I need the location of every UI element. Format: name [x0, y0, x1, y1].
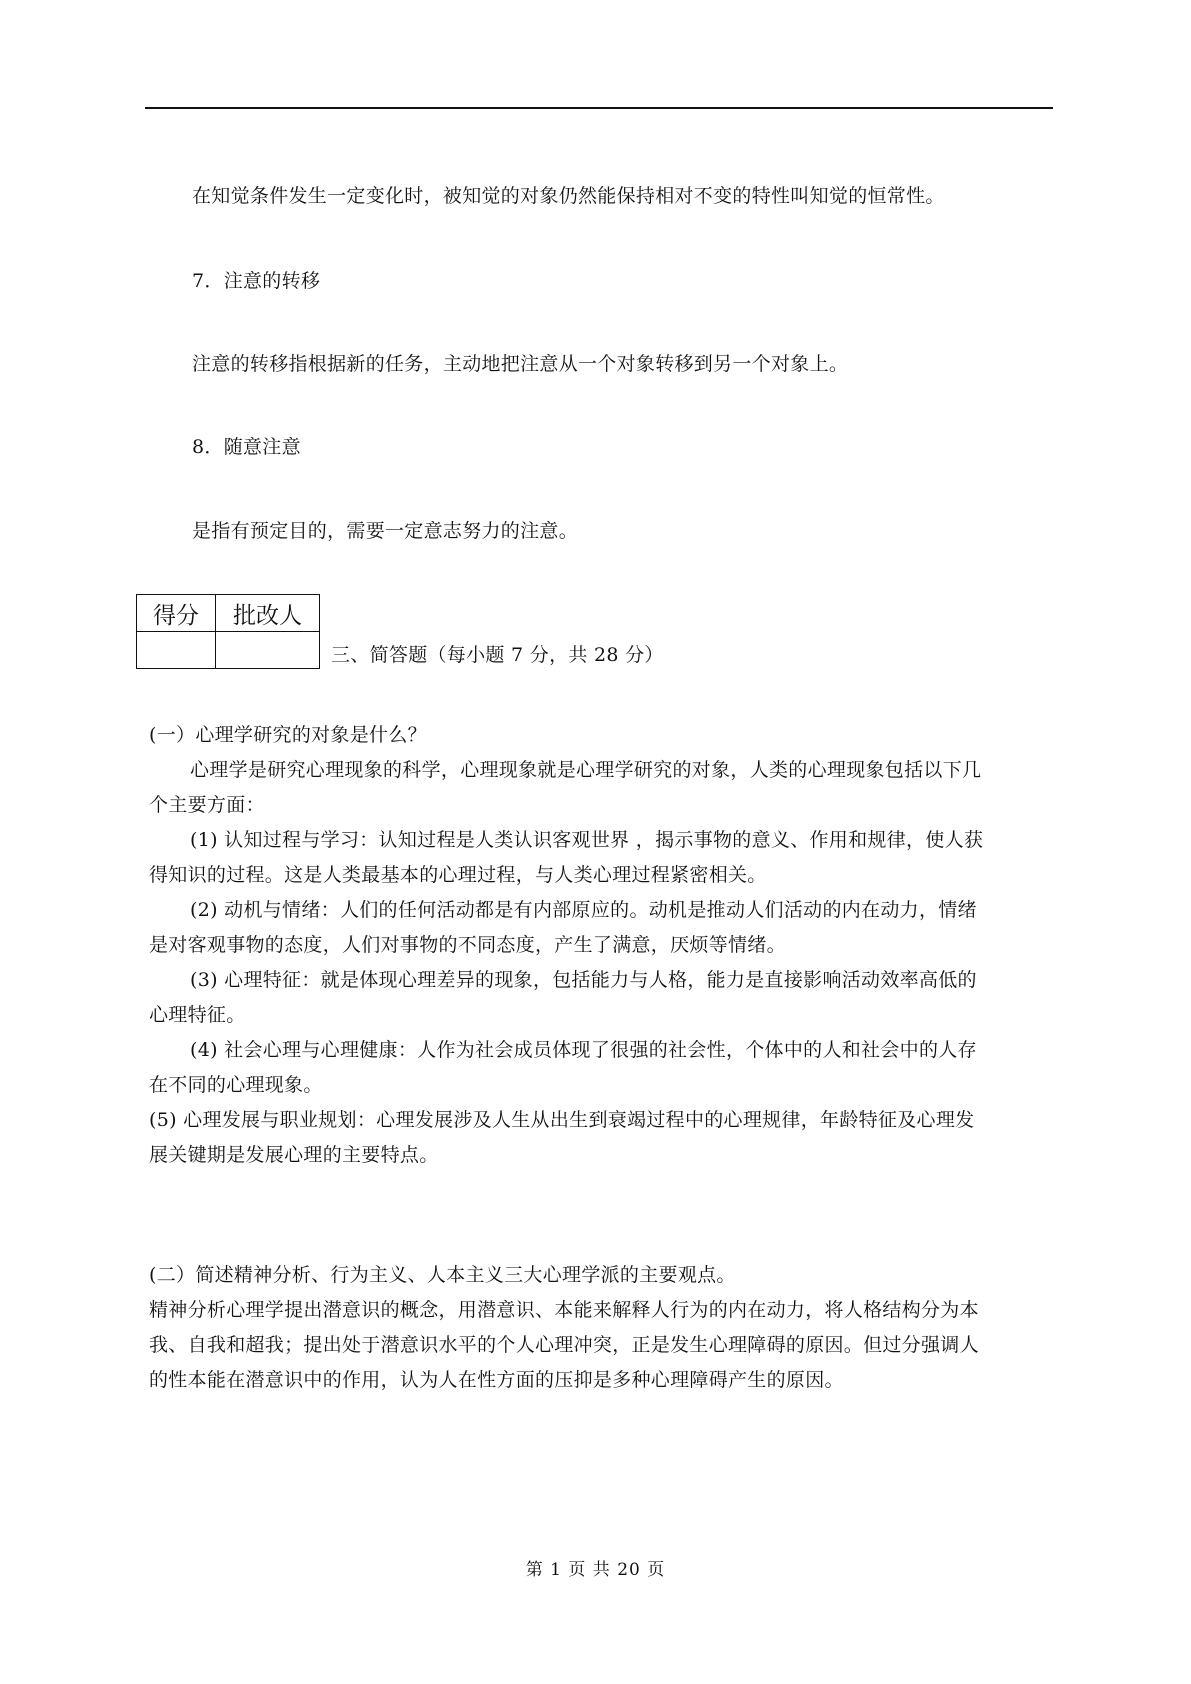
q1-line: (5) 心理发展与职业规划：心理发展涉及人生从出生到衰竭过程中的心理规律，年龄特征及心理发 — [149, 1109, 975, 1131]
section-3-title: 三、简答题（每小题 7 分，共 28 分） — [331, 644, 664, 666]
page-number: 第 1 页 共 20 页 — [525, 1560, 666, 1580]
q1-line: 在不同的心理现象。 — [149, 1074, 323, 1096]
item-8-title: 8．随意注意 — [192, 436, 301, 458]
q1-line: (2) 动机与情绪：人们的任何活动都是有内部原应的。动机是推动人们活动的内在动力，情绪 — [190, 899, 977, 921]
item-7-definition: 注意的转移指根据新的任务，主动地把注意从一个对象转移到另一个对象上。 — [192, 353, 849, 375]
score-header: 得分 — [137, 595, 216, 632]
q2-line: 精神分析心理学提出潜意识的概念，用潜意识、本能来解释人行为的内在动力，将人格结构分为本 — [149, 1299, 979, 1321]
item-8-definition: 是指有预定目的，需要一定意志努力的注意。 — [192, 520, 579, 542]
header-rule — [145, 107, 1053, 109]
q1-question: (一）心理学研究的对象是什么？ — [149, 724, 427, 746]
grader-header: 批改人 — [216, 595, 320, 632]
score-cell — [137, 632, 216, 669]
perceptual-constancy-definition: 在知觉条件发生一定变化时，被知觉的对象仍然能保持相对不变的特性叫知觉的恒常性。 — [192, 185, 945, 207]
q1-line: (3) 心理特征：就是体现心理差异的现象，包括能力与人格，能力是直接影响活动效率高低的 — [190, 969, 977, 991]
grader-cell — [216, 632, 320, 669]
score-table — [136, 594, 320, 669]
q1-line: (1) 认知过程与学习：认知过程是人类认识客观世界 ，揭示事物的意义、作用和规律，使人获 — [190, 829, 984, 851]
q1-line: 心理特征。 — [149, 1004, 246, 1026]
q2-line: 我、自我和超我；提出处于潜意识水平的个人心理冲突，正是发生心理障碍的原因。但过分强调人 — [149, 1334, 979, 1356]
q1-line: 心理学是研究心理现象的科学，心理现象就是心理学研究的对象，人类的心理现象包括以下几 — [190, 759, 982, 781]
q1-line: 个主要方面： — [149, 794, 265, 816]
q1-line: 展关键期是发展心理的主要特点。 — [149, 1144, 439, 1166]
q1-line: 是对客观事物的态度，人们对事物的不同态度，产生了满意，厌烦等情绪。 — [149, 934, 786, 956]
q1-line: 得知识的过程。这是人类最基本的心理过程，与人类心理过程紧密相关。 — [149, 864, 767, 886]
q2-line: 的性本能在潜意识中的作用，认为人在性方面的压抑是多种心理障碍产生的原因。 — [149, 1369, 844, 1391]
q2-question: (二）简述精神分析、行为主义、人本主义三大心理学派的主要观点。 — [149, 1264, 736, 1286]
q1-line: (4) 社会心理与心理健康：人作为社会成员体现了很强的社会性，个体中的人和社会中的人存 — [190, 1039, 977, 1061]
item-7-title: 7．注意的转移 — [192, 270, 321, 292]
